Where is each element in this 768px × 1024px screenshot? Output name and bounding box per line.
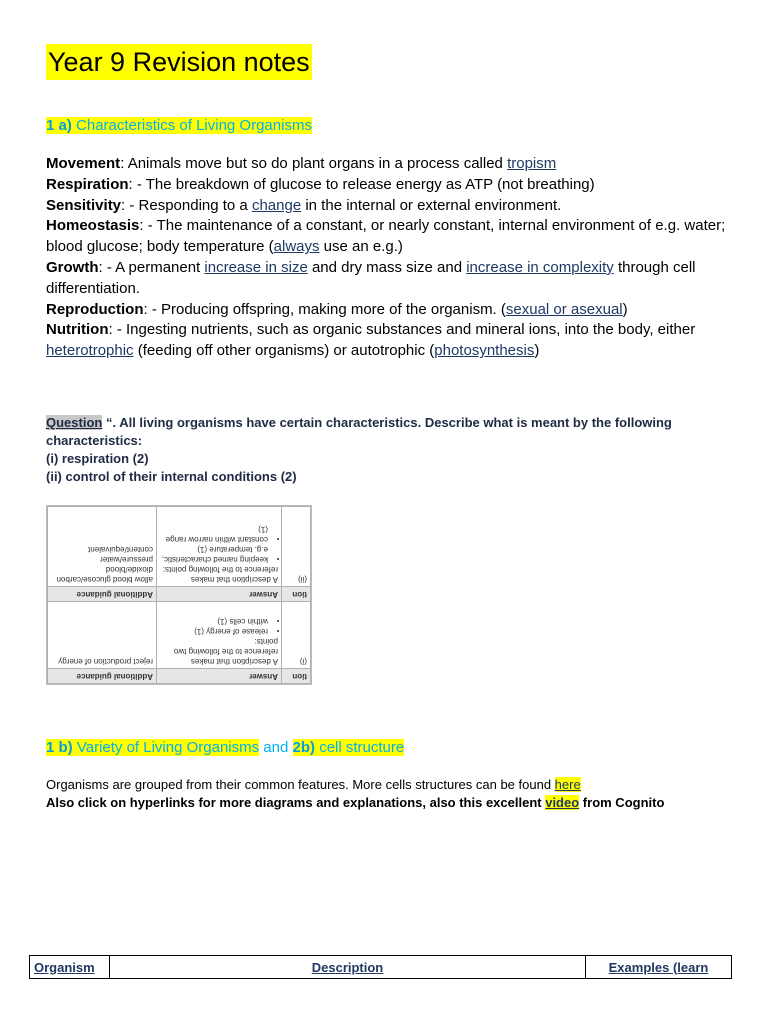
video-link[interactable]: video bbox=[545, 795, 580, 810]
mark-scheme-image: tion Answer Additional guidance (i) A description that makes reference to the following two points: • release of energy (1) • within cells (1) reject production of energy tion Answer Additional guidance (ii) A description that makes reference to the following points: • keeping named characteristic, e.g. temperature (1) • constant within narrow range (1) allow blood glucose/carbon dioxide/blood pressure/water content/equivalent bbox=[46, 505, 312, 685]
increase-in-complexity-link[interactable]: increase in complexity bbox=[466, 258, 614, 276]
always-link[interactable]: always bbox=[273, 238, 320, 256]
page-title: Year 9 Revision notes bbox=[46, 44, 312, 80]
definition-homeostasis: Homeostasis: - The maintenance of a constant, or nearly constant, internal environment of e.g. water; blood glucose; body temperature (always use an e.g.) bbox=[46, 217, 726, 256]
row-2-label: (ii) bbox=[282, 507, 311, 587]
heterotrophic-link[interactable]: heterotrophic bbox=[46, 342, 134, 360]
row-1-guidance: reject production of energy bbox=[48, 601, 157, 668]
row-1-label: (i) bbox=[282, 601, 311, 668]
section-number: 1 a) bbox=[46, 117, 72, 134]
question-label: Question bbox=[46, 415, 103, 430]
photosynthesis-link[interactable]: photosynthesis bbox=[434, 342, 535, 360]
intro-text: Organisms are grouped from their common features. More cells structures can be found here Also click on hyperlinks for more diagrams and explanations, also this excellent video from Cognito bbox=[46, 777, 665, 810]
definition-sensitivity: Sensitivity: - Responding to a change in the internal or external environment. bbox=[46, 196, 562, 214]
exam-question bbox=[46, 414, 726, 486]
question-text: “. All living organisms have certain characteristics. Describe what is meant by the following characteristics: bbox=[46, 415, 672, 448]
definition-growth: Growth: - A permanent increase in size and dry mass size and increase in complexity through cell differentiation. bbox=[46, 258, 696, 297]
tropism-link[interactable]: tropism bbox=[507, 155, 557, 172]
increase-in-size-link[interactable]: increase in size bbox=[204, 258, 308, 276]
definition-nutrition: Nutrition: - Ingesting nutrients, such as organic substances and mineral ions, into the body, either heterotrophic (feeding off other organisms) or autotrophic (photosynthesis) bbox=[46, 321, 696, 360]
section-heading-1a bbox=[46, 116, 312, 136]
question-part-1: (i) respiration (2) bbox=[46, 451, 149, 466]
definitions-list bbox=[46, 154, 736, 362]
header-examples: Examples (learn bbox=[586, 956, 732, 979]
definition-reproduction: Reproduction: - Producing offspring, making more of the organism. (sexual or asexual) bbox=[46, 300, 628, 318]
header-organism: Organism bbox=[30, 956, 110, 979]
section-title: Characteristics of Living Organisms bbox=[72, 117, 312, 134]
col-guidance-header: Additional guidance bbox=[48, 669, 157, 684]
definition-respiration: Respiration: - The breakdown of glucose to release energy as ATP (not breathing) bbox=[46, 175, 595, 193]
definition-movement: Movement: Animals move but so do plant organs in a process called tropism bbox=[46, 155, 557, 172]
here-link[interactable]: here bbox=[554, 777, 581, 792]
organism-table bbox=[29, 955, 732, 979]
change-link[interactable]: change bbox=[251, 196, 302, 214]
section-heading-1b: 1 b) Variety of Living Organisms and 2b) cell structure bbox=[46, 739, 405, 756]
header-description: Description bbox=[110, 956, 586, 979]
table-header-row bbox=[30, 956, 732, 979]
row-1-answer: A description that makes reference to the following two points: • release of energy (1) • within cells (1) bbox=[157, 601, 282, 668]
col-answer-header: Answer bbox=[157, 669, 282, 684]
row-2-guidance: allow blood glucose/carbon dioxide/blood pressure/water content/equivalent bbox=[48, 507, 157, 587]
row-2-answer: A description that makes reference to the following points: • keeping named characteristic, e.g. temperature (1) • constant within narrow range (1) bbox=[157, 507, 282, 587]
sexual-or-asexual-link[interactable]: sexual or asexual bbox=[505, 300, 623, 318]
question-part-2: (ii) control of their internal conditions (2) bbox=[46, 469, 297, 484]
col-question-header: tion bbox=[282, 669, 311, 684]
